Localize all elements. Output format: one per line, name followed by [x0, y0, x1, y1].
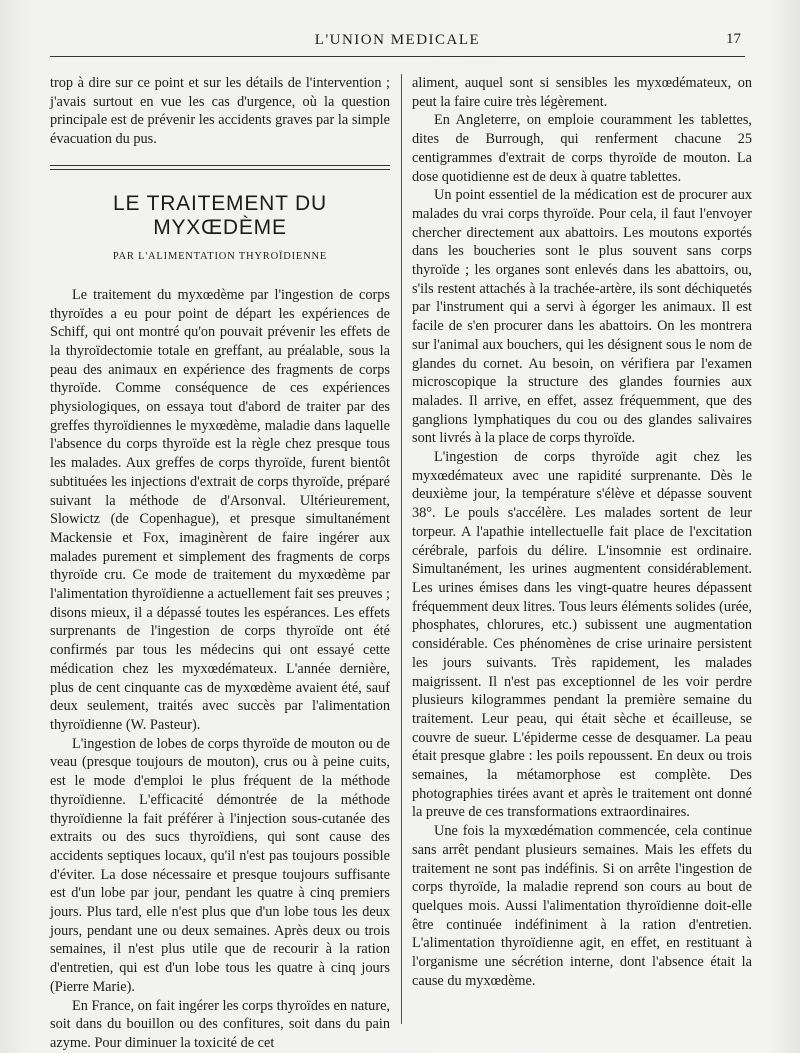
body-paragraph: En Angleterre, on emploie couramment les tablettes, dites de Burrough, qui renferment chacune 25 centigrammes d'extrait de corps thyroïde de mouton. La dose quotidienne est de deux à quatre tablettes. — [412, 112, 752, 185]
left-column — [50, 74, 390, 1053]
intro-paragraph: trop à dire sur ce point et sur les détails de l'intervention ; j'avais surtout en vue les cas d'urgence, où la question principale est de prévenir les accidents graves par la simple évacuation du pus. — [50, 75, 390, 148]
running-header — [50, 28, 745, 57]
body-paragraph: L'ingestion de corps thyroïde agit chez les myxœdémateux avec une rapidité surprenante. Dès le deuxième jour, la température s'élève et dépasse souvent 38°. Le pouls s'accélère. Les malades sortent de leur torpeur. A l'apathie intellectuelle fait place de l'excitation cérébrale, parfois du délire. L'insomnie est ordinaire. Simultanément, les urines augmentent considérablement. Les urines émises dans les vingt-quatre heures dépassent fréquemment deux litres. Tous leurs éléments solides (urée, phosphates, chlorures, etc.) subissent une augmentation considérable. Ces phénomènes de crise urinaire persistent les jours suivants. Très rapidement, les malades maigrissent. Il n'est pas exceptionnel de les voir perdre plusieurs kilogrammes pendant la première semaine du traitement. Leur peau, qui était sèche et écailleuse, se couvre de sueur. L'épiderme cesse de desquamer. La peau était presque glabre : les poils repoussent. En deux ou trois semaines, la métamorphose est complète. Des photographies tirées avant et après le traitement ont donné la preuve de ces transformations extraordinaires. — [412, 449, 752, 821]
right-column — [412, 74, 752, 990]
page-number: 17 — [726, 31, 741, 47]
body-paragraph: Un point essentiel de la médication est de procurer aux malades du vrai corps thyroïde. Pour cela, il faut l'envoyer chercher directement aux abattoirs. Les moutons exportés dans les boucheries sont le plus souvent sans corps thyroïde ; les organes sont enlevés dans les abattoirs, ou, s'ils restent attachés à la trachée-artère, ils sont déchiquetés par l'instrument qui a servi à égorger les animaux. Il est facile de s'en procurer dans les abattoirs. On les montrera sur l'animal aux bouchers, qui les désignent sous le nom de glandes du cornet. Au besoin, on vérifiera par l'examen microscopique la structure des glandes fournies aux malades. Il arrive, en effet, assez fréquemment, que des ganglions lymphatiques du cou ou des glandes salivaires sont livrés à la place de corps thyroïde. — [412, 187, 752, 447]
body-paragraph: En France, on fait ingérer les corps thyroïdes en nature, soit dans du bouillon ou des confitures, soit dans du pain azyme. Pour diminuer la toxicité de cet — [50, 997, 390, 1051]
body-paragraph: aliment, auquel sont si sensibles les myxœdémateux, on peut la faire cuire très légèrement. — [412, 75, 752, 110]
article-title: LE TRAITEMENT DU MYXŒDÈME — [113, 191, 327, 239]
article-byline: PAR L'ALIMENTATION THYROÏDIENNE — [112, 250, 328, 262]
running-title: L'UNION MEDICALE — [314, 32, 481, 48]
body-paragraph: Le traitement du myxœdème par l'ingestion de corps thyroïdes a eu pour point de départ les expériences de Schiff, qui ont montré qu'on pouvait prévenir les effets de la thyroïdectomie totale en greffant, au préalable, sous la peau des animaux en expérience des fragments de corps thyroïde. Comme conséquence de ces expériences physiologiques, on essaya tout d'abord de traiter par des greffes thyroïdiennes le myxœdème, maladie dans laquelle l'absence du corps thyroïde est la règle chez presque tous les malades. Aux greffes de corps thyroïde, furent bientôt subtituées les injections d'extrait de corps thyroïde, préparé suivant la méthode de d'Arsonval. Ultérieurement, Slowictz (de Copenhague), et presque simultanément Mackensie et Fox, imaginèrent de faire ingérer aux malades purement et simplement des fragments de corps thyroïde cru. Ce mode de traitement du myxœdème par l'alimentation thyroïdienne a actuellement fait ses preuves ; disons mieux, il a dépassé toutes les espérances. Les effets surprenants de l'ingestion de corps thyroïde ont été confirmés par tous les médecins qui ont essayé cette médication chez les myxœdémateux. L'année dernière, plus de cent cinquante cas de myxœdème avaient été, sauf deux seulement, traités avec succès par l'alimentation thyroïdienne (W. Pasteur). — [50, 286, 390, 733]
body-paragraph: Une fois la myxœdémation commencée, cela continue sans arrêt pendant plusieurs semaines. Mais les effets du traitement ne sont pas indéfinis. Si on arrête l'ingestion de corps thyroïde, la maladie reprend son cours au bout de quelques mois. Aussi l'alimentation thyroïdienne doit-elle être continuée indéfiniment à la ration d'entretien. L'alimentation thyroïdienne agit, en effet, en restituant à l'organisme une sécrétion interne, dont l'absence était la cause du myxœdème. — [412, 823, 752, 989]
body-paragraph: L'ingestion de lobes de corps thyroïde de mouton ou de veau (presque toujours de mouton), crus ou à peine cuits, est le mode d'emploi le plus fréquent de la méthode thyroïdienne. L'efficacité démontrée de la méthode thyroïdienne la fait préférer à l'injection sous-cutanée des extraits ou des sucs thyroïdiens, qui sont cause des accidents septiques locaux, qu'il n'est pas toujours possible d'éviter. La dose nécessaire et presque toujours suffisante est d'un lobe par jour, pendant les quatre à cinq premiers jours. Plus tard, elle n'est plus que d'un lobe tous les deux jours, pendant une ou deux semaines. Après deux ou trois semaines, il n'est plus utile que de recourir à la ration d'entretien, qui est d'un lobe tous les quatre à cinq jours (Pierre Marie). — [50, 735, 390, 995]
column-divider — [401, 74, 402, 1024]
section-double-rule — [50, 165, 390, 170]
